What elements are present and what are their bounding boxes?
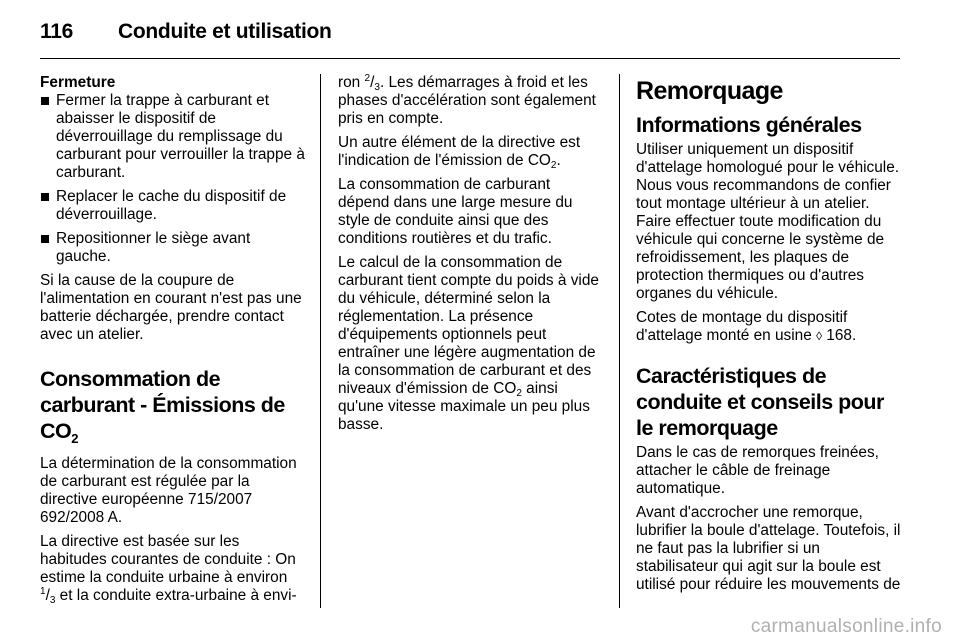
paragraph: Un autre élément de la directive est l'indication de l'émission de $CO_2$.: [338, 134, 581, 171]
bullet-text: Fermer la trappe à carburant et abaisser le dispositif de déverrouillage du remplissage du carburant pour verrouiller la trappe à carburant.: [56, 92, 305, 181]
square-bullet-icon: [41, 97, 49, 105]
section-heading-caracteristiques: Caractéristiques de conduite et conseils pour le remorquage: [636, 364, 884, 440]
bullet-item: [40, 92, 306, 182]
page-number: 116: [40, 20, 73, 43]
paragraph: Cotes de montage du dispositif d'attelage monté en usine ◊ 168.: [636, 309, 857, 344]
column-divider-2: [619, 74, 620, 608]
page-header: [40, 18, 900, 58]
column-middle: [338, 74, 604, 440]
paragraph: La consommation de carburant dépend dans une large mesure du style de conduite ainsi que des conditions routières et du trafic.: [338, 176, 573, 247]
paragraph: Avant d'accrocher une remorque, lubrifier la boule d'attelage. Toutefois, il ne faut pas la lubrifier si un stabilisateur qui agit sur la boule est utilisé pour réduire les mouvements de: [636, 504, 901, 593]
paragraph: La directive est basée sur les habitudes courantes de conduite : On estime la conduite urbaine à environ $^1/_3$ et la conduite extra-urbaine à envi-: [40, 533, 297, 606]
lead-fermeture: Fermeture: [40, 74, 116, 91]
square-bullet-icon: [41, 235, 49, 243]
paragraph: ron $^2/_3$. Les démarrages à froid et les phases d'accélération sont également pris en compte.: [338, 73, 596, 127]
paragraph: Le calcul de la consommation de carburant tient compte du poids à vide du véhicule, déterminé selon la réglementation. La présence d'équipements optionnels peut entraîner une légère augmentation de la consommation de carburant et des niveaux d'émission de $CO_2$ ainsi qu'une vitesse maximale un peu plus basse.: [338, 254, 599, 433]
bullet-item: [40, 188, 306, 224]
paragraph: Dans le cas de remorques freinées, attacher le câble de freinage automatique.: [636, 444, 879, 497]
watermark: carmanualsonline.info: [750, 616, 942, 637]
running-title: Conduite et utilisation: [118, 20, 332, 43]
bullet-item: [40, 230, 306, 266]
page-reference-icon[interactable]: ◊: [816, 329, 822, 343]
paragraph: La détermination de la consommation de carburant est régulée par la directive européenne 715/2007 692/2008 A.: [40, 455, 297, 526]
header-rule: [40, 58, 900, 59]
section-heading-informations: Informations générales: [636, 113, 862, 137]
section-heading-consommation: Consommation de carburant - Émissions de $CO_2$: [40, 367, 285, 446]
paragraph: Si la cause de la coupure de l'alimentation en courant n'est pas une batterie déchargée, prendre contact avec un atelier.: [40, 272, 302, 343]
column-right: [636, 74, 902, 600]
paragraph: Utiliser uniquement un dispositif d'attelage homologué pour le véhicule. Nous vous recommandons de confier tout montage ultérieur à un atelier. Faire effectuer toute modification du véhicule qui concerne le système de refroidissement, les plaques de protection thermiques ou d'autres organes du véhicule.: [636, 141, 900, 302]
column-left: [40, 74, 306, 611]
square-bullet-icon: [41, 193, 49, 201]
bullet-text: Repositionner le siège avant gauche.: [56, 230, 251, 265]
bullet-text: Replacer le cache du dispositif de déverrouillage.: [56, 188, 287, 223]
chapter-heading-remorquage: Remorquage: [636, 77, 783, 105]
column-divider-1: [320, 74, 321, 608]
